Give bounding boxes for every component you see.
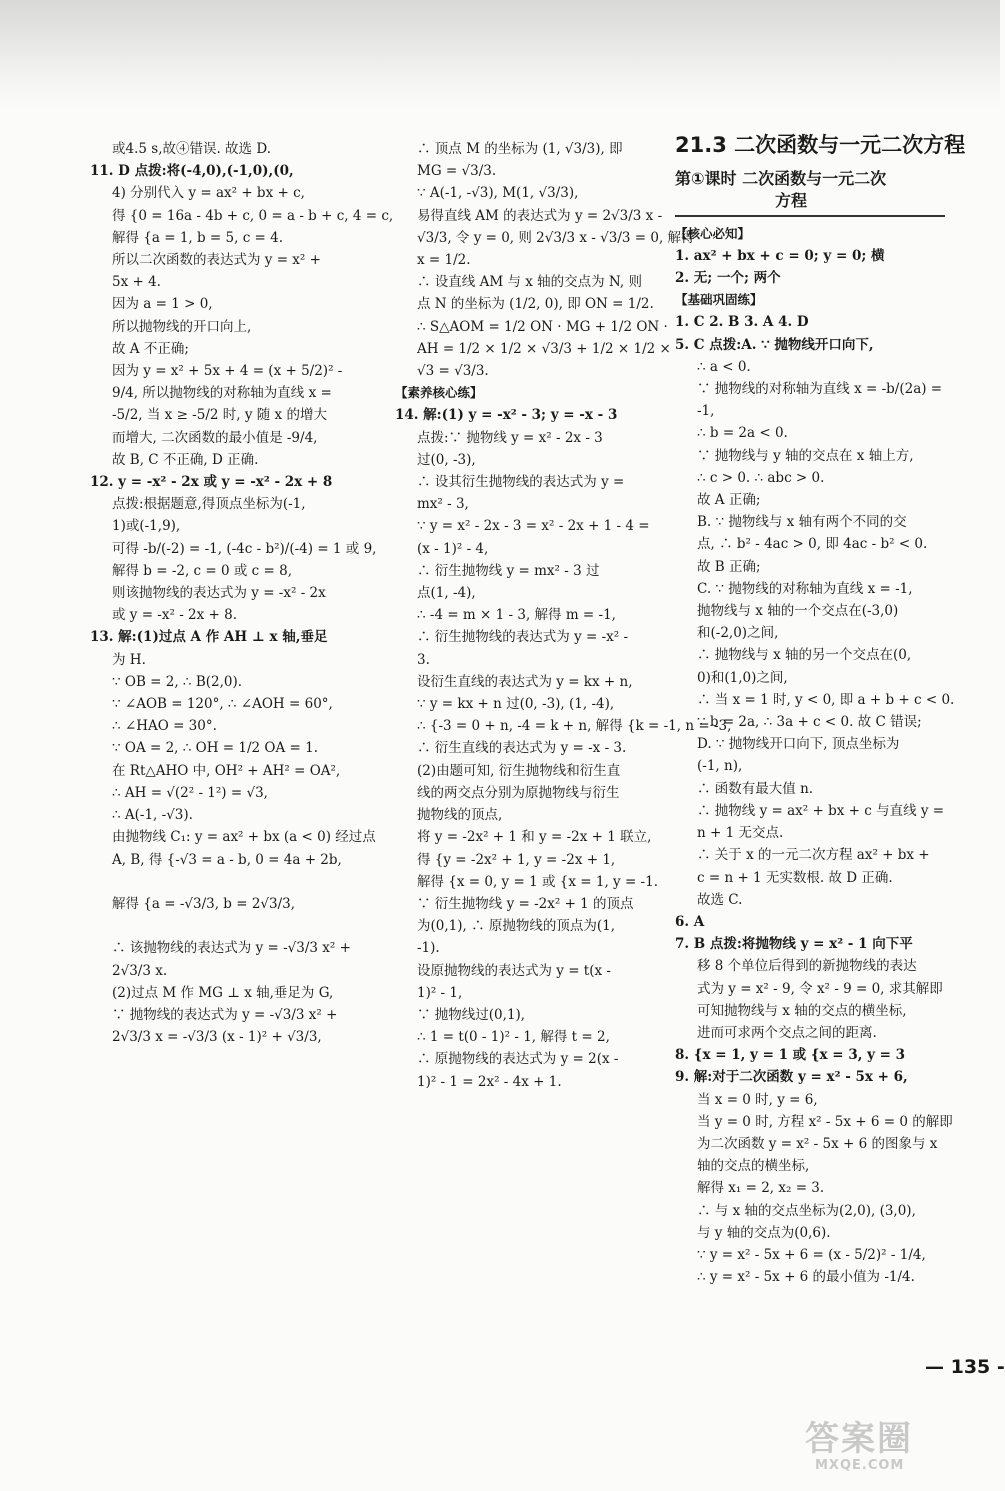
page-number: — 135 - (925, 1356, 1005, 1378)
text-line: 式为 y = x² - 9, 令 x² - 9 = 0, 求其解即 (697, 980, 943, 997)
text-line: mx² - 3, (417, 496, 469, 513)
lesson-heading-line2: 方程 (775, 191, 808, 211)
watermark-logo (805, 1420, 913, 1473)
text-line: ∵ A(-1, -√3), M(1, √3/3), (417, 185, 579, 202)
text-line: ∴ S△AOM = 1/2 ON · MG + 1/2 ON · (417, 318, 668, 335)
text-line: MG = √3/3. (417, 163, 497, 180)
text-line: 过(0, -3), (417, 451, 476, 468)
text-line: 13. 解:(1)过点 A 作 AH ⊥ x 轴,垂足 (90, 629, 328, 646)
text-line: 或4.5 s,故④错误. 故选 D. (112, 141, 271, 157)
text-line: -1). (417, 940, 440, 957)
text-line: ∴ 设其衍生抛物线的表达式为 y = (417, 474, 625, 491)
text-line: 故 B, C 不正确, D 正确. (112, 451, 259, 468)
text-line: 抛物线与 x 轴的一个交点在(-3,0) (697, 603, 899, 620)
text-line: 点 N 的坐标为 (1/2, 0), 即 ON = 1/2. (417, 296, 654, 313)
text-line: 8. {x = 1, y = 1 或 {x = 3, y = 3 (675, 1047, 906, 1064)
text-line: 5. C 点拨:A. ∵ 抛物线开口向下, (675, 336, 874, 353)
text-line: 故 A 正确; (697, 492, 761, 509)
text-line: -5/2, 当 x ≥ -5/2 时, y 随 x 的增大 (112, 407, 327, 424)
text-line: 线的两交点分别为原抛物线与衍生 (417, 784, 620, 801)
text-line: 1. ax² + bx + c = 0; y = 0; 横 (675, 247, 885, 264)
text-line: 轴的交点的横坐标, (697, 1158, 810, 1175)
text-line: 当 y = 0 时, 方程 x² - 5x + 6 = 0 的解即 (697, 1113, 953, 1130)
text-line: 解得 b = -2, c = 0 或 c = 8, (112, 562, 293, 579)
text-line: D. ∵ 抛物线开口向下, 顶点坐标为 (697, 736, 900, 753)
text-line: 为 H. (112, 651, 146, 668)
text-line: 在 Rt△AHO 中, OH² + AH² = OA², (112, 762, 341, 779)
text-line: 设衍生直线的表达式为 y = kx + n, (417, 673, 633, 690)
text-line: 为(0,1), ∴ 原抛物线的顶点为(1, (417, 918, 616, 935)
text-line: 2. 无; 一个; 两个 (675, 270, 781, 287)
text-line: 抛物线的顶点, (417, 807, 503, 824)
text-line: ∴ 衍生直线的表达式为 y = -x - 3. (417, 740, 627, 757)
text-line: ∴ 设直线 AM 与 x 轴的交点为 N, 则 (417, 274, 642, 291)
text-line: ∵ 衍生抛物线 y = -2x² + 1 的顶点 (417, 895, 634, 912)
text-line: 故选 C. (697, 891, 743, 908)
text-line: 4) 分别代入 y = ax² + bx + c, (112, 185, 305, 202)
answer-column-3 (675, 133, 966, 1288)
text-line: ∴ 1 = t(0 - 1)² - 1, 解得 t = 2, (417, 1029, 610, 1046)
text-line: 设原抛物线的表达式为 y = t(x - (417, 962, 611, 979)
watermark-text: 答案圈 (805, 1419, 913, 1459)
watermark-url: MXQE.COM (815, 1458, 905, 1473)
section-title: 21.3 二次函数与一元二次方程 (675, 133, 966, 157)
text-line: ∴ 顶点 M 的坐标为 (1, √3/3), 即 (417, 141, 623, 157)
text-line: 将 y = -2x² + 1 和 y = -2x + 1 联立, (417, 829, 652, 846)
text-line: 所以抛物线的开口向上, (112, 318, 252, 335)
text-line: ∴ A(-1, -√3). (112, 807, 193, 824)
lesson-heading (675, 168, 945, 216)
text-line: 可得 -b/(-2) = -1, (-4c - b²)/(-4) = 1 或 9, (112, 540, 377, 557)
text-line: 11. D 点拨:将(-4,0),(-1,0),(0, (90, 163, 294, 180)
text-line: c = n + 1 无实数根. 故 D 正确. (697, 869, 893, 886)
text-line: C. ∵ 抛物线的对称轴为直线 x = -1, (697, 580, 913, 597)
text-line: ∴ 衍生抛物线的表达式为 y = -x² - (417, 629, 629, 646)
text-line: ∵ OA = 2, ∴ OH = 1/2 OA = 1. (112, 740, 318, 757)
text-line: 【基础巩固练】 (675, 292, 763, 308)
text-line: ∴ ∠HAO = 30°. (112, 718, 217, 735)
text-line: 所以二次函数的表达式为 y = x² + (112, 252, 321, 269)
text-line: ∴ 函数有最大值 n. (697, 780, 814, 797)
text-line: 点拨:根据题意,得顶点坐标为(-1, (112, 496, 306, 513)
text-line: ∵ 抛物线过(0,1), (417, 1006, 526, 1023)
text-line: ∵ y = x² - 2x - 3 = x² - 2x + 1 - 4 = (417, 518, 650, 535)
text-line: ∴ b = 2a < 0. (697, 425, 788, 442)
text-line: ∵ 抛物线的表达式为 y = -√3/3 x² + (112, 1006, 338, 1023)
text-line: 14. 解:(1) y = -x² - 3; y = -x - 3 (395, 407, 618, 424)
text-line: A, B, 得 {-√3 = a - b, 0 = 4a + 2b, (112, 851, 342, 868)
text-line (90, 871, 352, 893)
text-line: 5x + 4. (112, 274, 161, 291)
text-line: 6. A (675, 913, 705, 930)
text-line: n + 1 无交点. (697, 825, 784, 842)
lesson-answers (675, 223, 955, 1289)
text-line: x = 1/2. (417, 252, 471, 269)
text-line: 2√3/3 x. (112, 962, 168, 979)
text-line: 2√3/3 x = -√3/3 (x - 1)² + √3/3, (112, 1029, 322, 1046)
text-line: ∵ 抛物线与 y 轴的交点在 x 轴上方, (697, 447, 914, 464)
text-line: AH = 1/2 × 1/2 × √3/3 + 1/2 × 1/2 × (417, 340, 671, 357)
text-line: 可知抛物线与 x 轴的交点的横坐标, (697, 1002, 907, 1019)
text-line: -1, (697, 403, 715, 420)
text-line: ∵ y = x² - 5x + 6 = (x - 5/2)² - 1/4, (697, 1246, 926, 1263)
text-line: √3/3, 令 y = 0, 则 2√3/3 x - √3/3 = 0, 解得 (417, 229, 695, 246)
text-line: 移 8 个单位后得到的新抛物线的表达 (697, 958, 917, 975)
text-line: 得 {0 = 16a - 4b + c, 0 = a - b + c, 4 = c, (112, 207, 394, 224)
text-line: ∴ -4 = m × 1 - 3, 解得 m = -1, (417, 607, 616, 624)
text-line: 【素养核心练】 (395, 385, 483, 401)
text-line: (2)由题可知, 衍生抛物线和衍生直 (417, 762, 621, 779)
text-line: 而增大, 二次函数的最小值是 -9/4, (112, 429, 318, 446)
text-line: ∵ OB = 2, ∴ B(2,0). (112, 673, 243, 690)
text-line: 解得 {x = 0, y = 1 或 {x = 1, y = -1. (417, 873, 658, 890)
text-line: ∴ 与 x 轴的交点坐标为(2,0), (3,0), (697, 1202, 916, 1219)
text-line: √3 = √3/3. (417, 363, 489, 380)
text-line: 0)和(1,0)之间, (697, 669, 788, 686)
text-line: 12. y = -x² - 2x 或 y = -x² - 2x + 8 (90, 474, 333, 491)
text-line: (2)过点 M 作 MG ⊥ x 轴,垂足为 G, (112, 984, 334, 1001)
text-line: 【核心必知】 (675, 225, 751, 241)
text-line: ∴ 当 x = 1 时, y < 0, 即 a + b + c < 0. (697, 691, 955, 708)
text-line: 由抛物线 C₁: y = ax² + bx (a < 0) 经过点 (112, 829, 376, 846)
text-line: ∴ y = x² - 5x + 6 的最小值为 -1/4. (697, 1269, 915, 1286)
text-line: 和(-2,0)之间, (697, 625, 779, 642)
text-line: ∵ b = 2a, ∴ 3a + c < 0. 故 C 错误; (697, 714, 922, 731)
text-line: 9. 解:对于二次函数 y = x² - 5x + 6, (675, 1069, 908, 1086)
text-line: ∴ 原抛物线的表达式为 y = 2(x - (417, 1051, 619, 1068)
text-line: 1)或(-1,9), (112, 518, 181, 535)
text-line: 与 y 轴的交点为(0,6). (697, 1224, 831, 1241)
page-scan-shadow (0, 0, 1000, 110)
text-line: (x - 1)² - 4, (417, 540, 489, 557)
text-line: 解得 {a = 1, b = 5, c = 4. (112, 229, 284, 246)
text-line: 则该抛物线的表达式为 y = -x² - 2x (112, 585, 326, 602)
text-line: 1)² - 1 = 2x² - 4x + 1. (417, 1073, 562, 1090)
text-line: 得 {y = -2x² + 1, y = -2x + 1, (417, 851, 616, 868)
text-line: (-1, n), (697, 758, 743, 775)
text-line: 当 x = 0 时, y = 6, (697, 1091, 818, 1108)
text-line: ∴ 抛物线 y = ax² + bx + c 与直线 y = (697, 802, 945, 819)
text-line: 点(1, -4), (417, 585, 476, 602)
answer-column-1 (90, 138, 394, 1048)
text-line: 因为 a = 1 > 0, (112, 296, 213, 313)
text-line: 3. (417, 651, 430, 668)
lesson-heading-line1: 第①课时 二次函数与一元二次 (675, 169, 887, 189)
text-line: ∴ 该抛物线的表达式为 y = -√3/3 x² + (112, 940, 351, 957)
text-line: 因为 y = x² + 5x + 4 = (x + 5/2)² - (112, 363, 343, 380)
text-line: 进而可求两个交点之间的距离. (697, 1024, 877, 1041)
text-line: 解得 {a = -√3/3, b = 2√3/3, (112, 895, 296, 912)
text-line: ∴ AH = √(2² - 1²) = √3, (112, 784, 268, 801)
text-line: 或 y = -x² - 2x + 8. (112, 607, 238, 624)
text-line: ∴ c > 0. ∴ abc > 0. (697, 469, 825, 486)
text-line: 故 B 正确; (697, 558, 761, 575)
background-decoration (930, 850, 1000, 1270)
text-line: ∴ a < 0. (697, 358, 751, 375)
text-line: 易得直线 AM 的表达式为 y = 2√3/3 x - (417, 207, 663, 224)
text-line: 点, ∴ b² - 4ac > 0, 即 4ac - b² < 0. (697, 536, 928, 553)
text-line: 故 A 不正确; (112, 340, 189, 357)
text-line: 1. C 2. B 3. A 4. D (675, 314, 809, 331)
text-line: ∵ ∠AOB = 120°, ∴ ∠AOH = 60°, (112, 696, 333, 713)
text-line: 解得 x₁ = 2, x₂ = 3. (697, 1180, 825, 1197)
text-line: 9/4, 所以抛物线的对称轴为直线 x = (112, 385, 332, 402)
text-line: ∴ {-3 = 0 + n, -4 = k + n, 解得 {k = -1, n = -3, (417, 718, 732, 735)
text-line (90, 915, 352, 937)
text-line: ∴ 衍生抛物线 y = mx² - 3 过 (417, 562, 600, 579)
text-line: B. ∵ 抛物线与 x 轴有两个不同的交 (697, 514, 907, 531)
text-line: 7. B 点拨:将抛物线 y = x² - 1 向下平 (675, 936, 913, 953)
text-line: ∴ 关于 x 的一元二次方程 ax² + bx + (697, 847, 930, 864)
text-line: ∵ y = kx + n 过(0, -3), (1, -4), (417, 696, 615, 713)
text-line: 1)² - 1, (417, 984, 463, 1001)
text-line: ∴ 抛物线与 x 轴的另一个交点在(0, (697, 647, 912, 664)
text-line: 点拨:∵ 抛物线 y = x² - 2x - 3 (417, 429, 603, 446)
text-line: ∵ 抛物线的对称轴为直线 x = -b/(2a) = (697, 381, 943, 398)
text-line: 为二次函数 y = x² - 5x + 6 的图象与 x (697, 1135, 938, 1152)
